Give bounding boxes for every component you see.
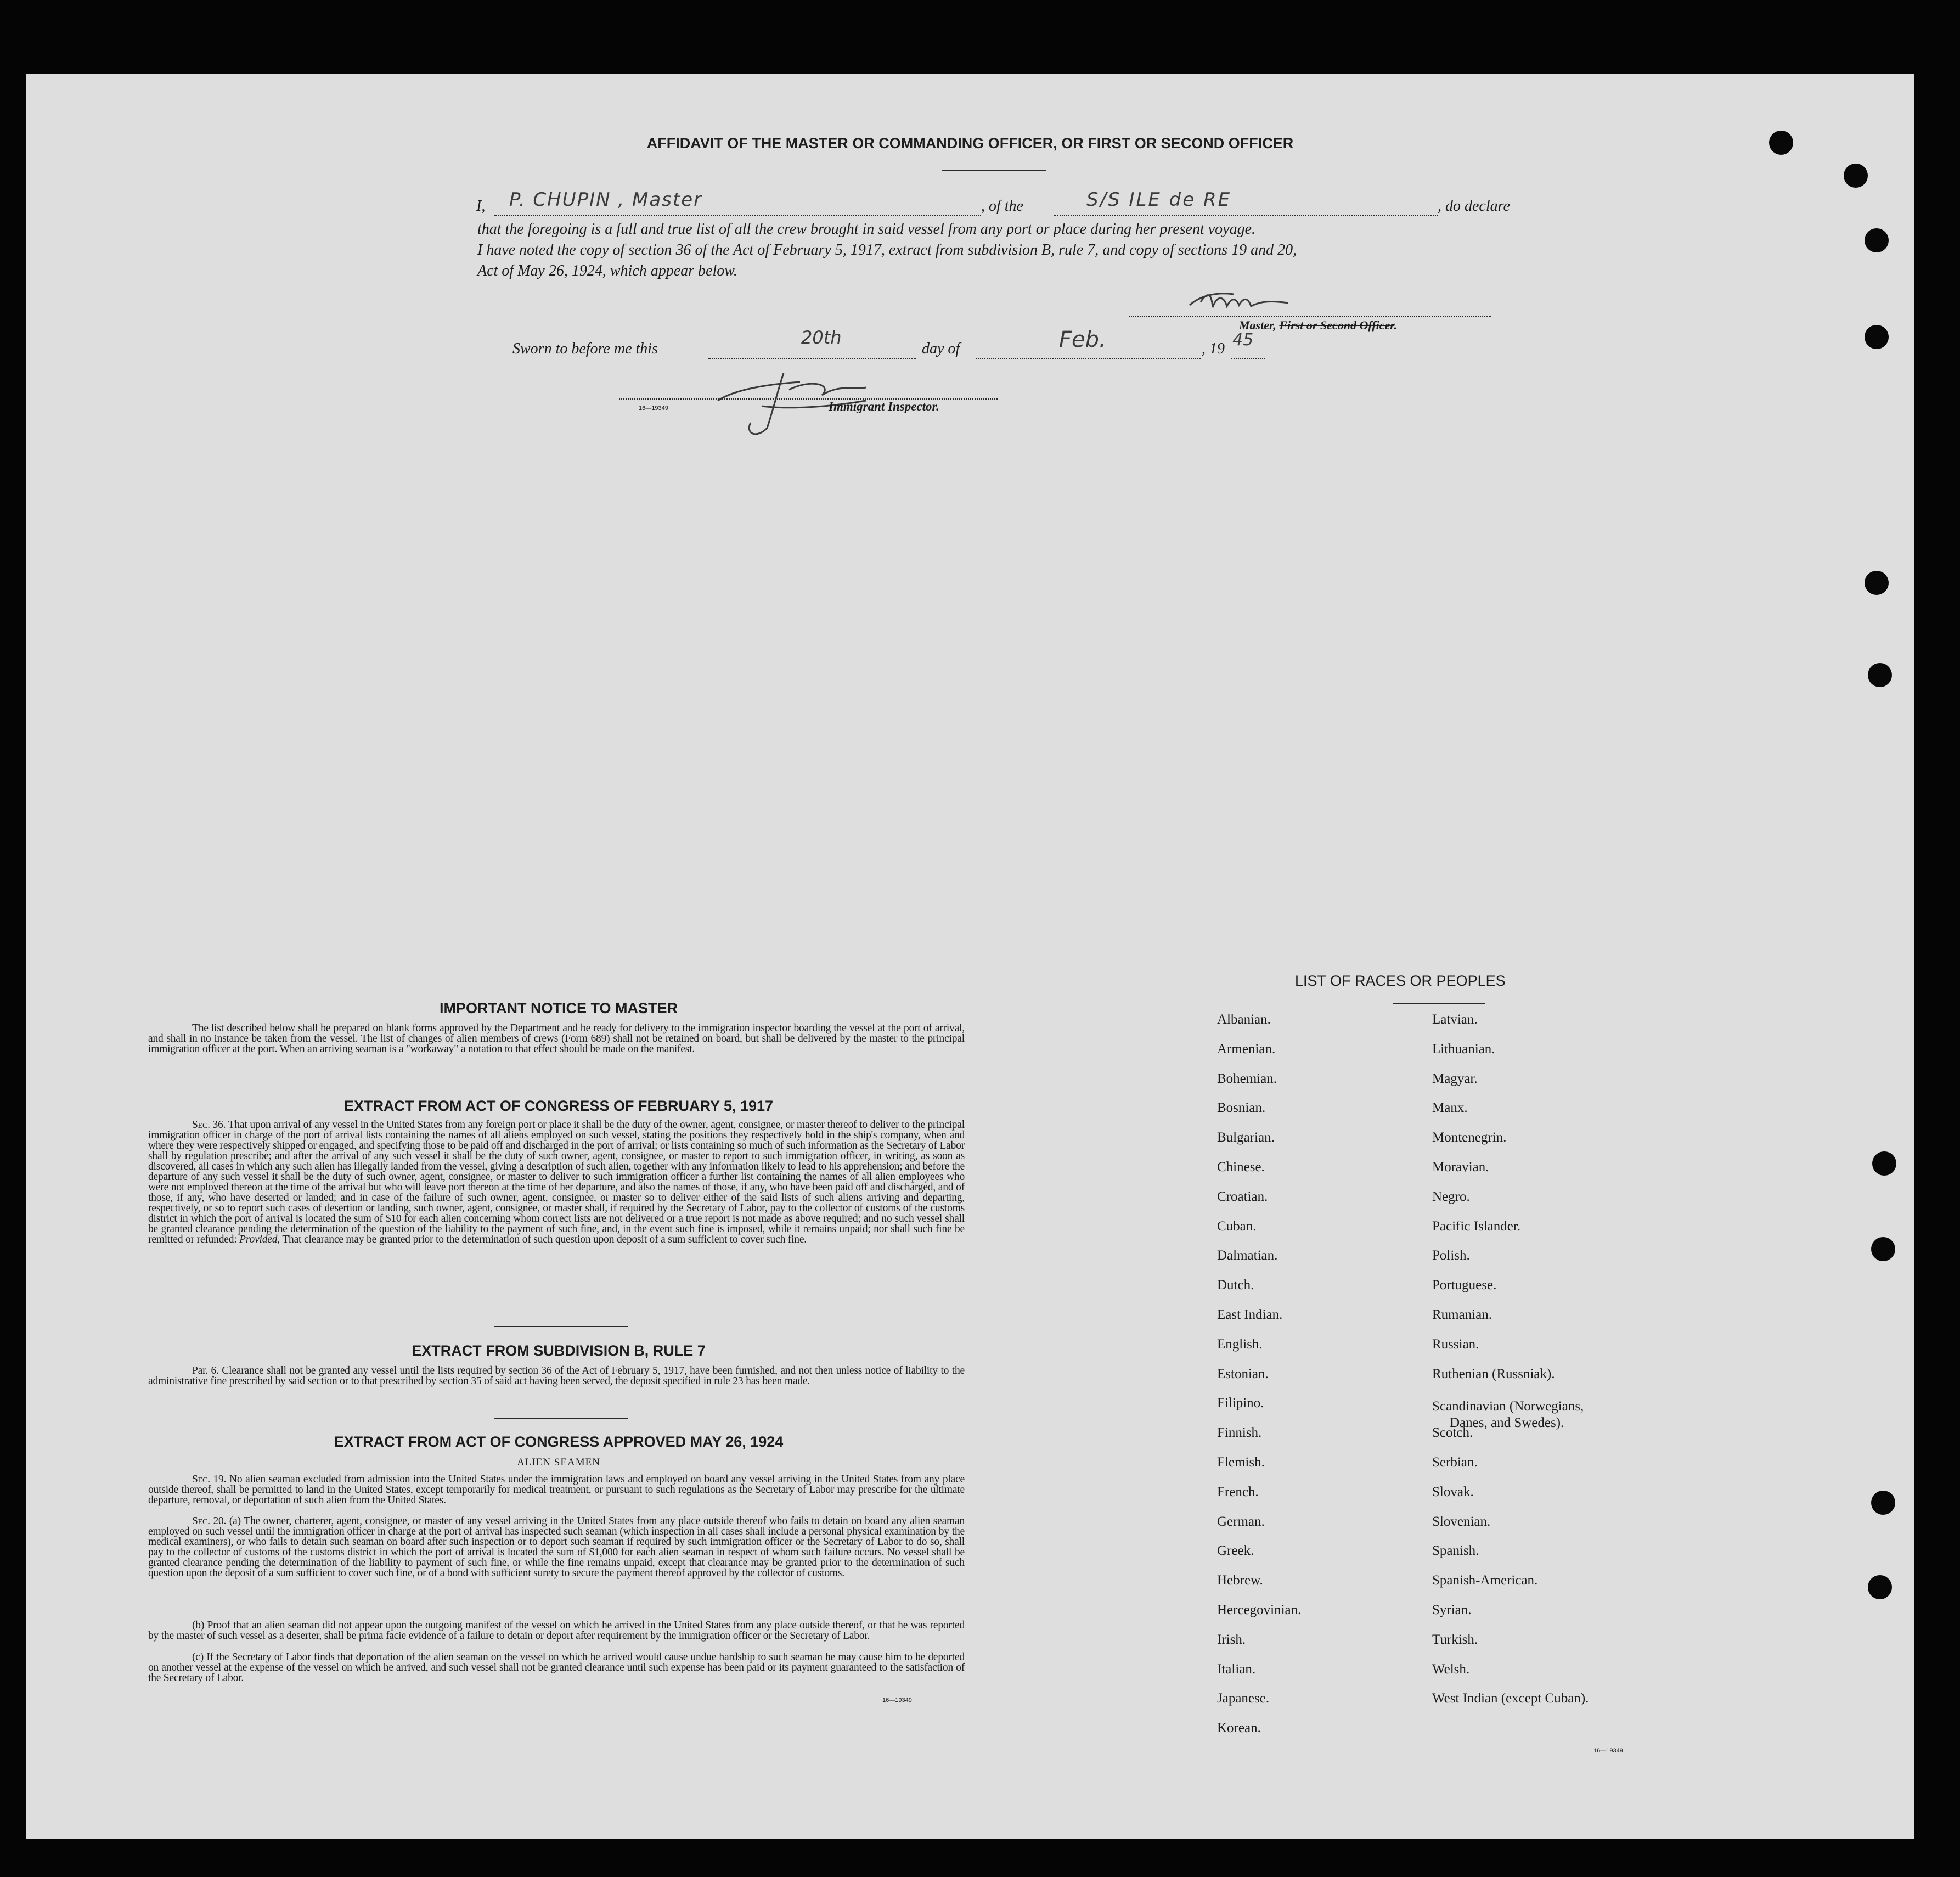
race-item: Japanese. [1217,1691,1270,1706]
extract-1917-text: Sec. 36. That upon arrival of any vessel in the United States from any foreign port or place it shall be the duty of the owner, agent, consignee, or master thereof to deliver to the principal immigration officer in charge of the port of arrival lists containing the names of all aliens employed on such vessel, stating the positions they respectively hold in the ship's company, when and where they were respectively shipped or engaged, and specifying those to be paid off and discharged in the port of arrival; or lists containing so much of such information as the Secretary of Labor shall by regulation prescribe; and after the arrival of any such vessel it shall be the duty of such owner, agent, consignee, or master to report to such immigration officer, in writing, as soon as discovered, all cases in which any such alien has illegally landed from the vessel, giving a description of such alien, together with any information likely to lead to his apprehension; and before the departure of any such vessel it shall be the duty of such owner, agent, consignee, or master to deliver to such immigration officer a further list containing the names of all alien employees who were not employed thereon at the time of the arrival but who will leave port thereon at the time of her departure, and also the names of those, if any, who have been paid off and discharged, and of those, if any, who have deserted or landed; and in case of the failure of such owner, agent, consignee, or master so to deliver either of the said lists of such aliens arriving and departing, respectively, or so to report such cases of desertion or landing, such owner, agent, consignee, or master shall, if required by the Secretary of Labor, pay to the collector of customs of the customs district in which the port of arrival is located the sum of $10 for each alien concerning whom correct lists are not delivered or a true report is not made as above required; and no such vessel shall be granted clearance pending the determination of the question of the liability to the payment of such fine, and, in the event such fine is imposed, while it remains unpaid; nor shall such fine be remitted or refunded: Provided, That clearance may be granted prior to the determination of such question upon deposit of a sum sufficient to cover such fine. [148,1119,965,1245]
inspector-caption: Immigrant Inspector. [829,400,939,413]
race-item: Negro. [1432,1189,1470,1204]
year-prefix: , 19 [1202,340,1225,357]
race-item: Scandinavian (Norwegians, [1432,1399,1584,1414]
affidavit-body-line-2: that the foregoing is a full and true list of all the crew brought in said vessel from any port or place during her present voyage. [477,221,1256,238]
race-item: Serbian. [1432,1455,1478,1470]
race-item: Pacific Islander. [1432,1218,1521,1234]
race-item: English. [1217,1336,1263,1352]
race-item: Magyar. [1432,1071,1478,1086]
race-item: Hebrew. [1217,1573,1263,1588]
binder-hole [1865,325,1889,349]
name-line [494,215,981,216]
race-item: Rumanian. [1432,1307,1492,1322]
rule7-text: Par. 6. Clearance shall not be granted any vessel until the lists required by section 36 of the Act of February 5, 1917, have been furnished, and not then unless notice of liability to the administrative fine prescribed by said section or to that prescribed by section 35 of said act having been served, the deposit specified in rule 23 has been made. [148,1365,965,1387]
race-item: Cuban. [1217,1218,1257,1234]
race-item: Bosnian. [1217,1100,1266,1116]
affidavit-body-line-3: I have noted the copy of section 36 of the Act of February 5, 1917, extract from subdivision B, rule 7, and copy of sections 19 and 20, [477,241,1297,258]
year-line [1231,358,1265,359]
race-item: Portuguese. [1432,1278,1497,1293]
races-heading: LIST OF RACES OR PEOPLES [1295,973,1506,989]
race-item: Greek. [1217,1543,1254,1559]
caption-period: . [1394,318,1398,332]
rule7-heading: EXTRACT FROM SUBDIVISION B, RULE 7 [412,1342,706,1359]
inspector-signature-line [619,398,998,400]
race-item: Manx. [1432,1100,1468,1116]
race-item: West Indian (except Cuban). [1432,1691,1589,1706]
race-item: Bohemian. [1217,1071,1277,1086]
race-item: Montenegrin. [1432,1130,1507,1145]
handwritten-year: 45 [1232,330,1254,350]
race-item: Syrian. [1432,1603,1472,1617]
race-item: Bulgarian. [1217,1130,1275,1145]
race-item: Estonian. [1217,1366,1269,1381]
race-item: Moravian. [1432,1160,1489,1174]
race-item: Flemish. [1217,1455,1265,1470]
title-divider [942,170,1046,171]
race-item: German. [1217,1514,1265,1529]
races-divider [1393,1003,1485,1004]
race-item: Slovak. [1432,1484,1474,1499]
caption-master: Master, [1239,318,1276,332]
race-item: Polish. [1432,1248,1470,1263]
binder-hole [1769,131,1793,155]
notice-text: The list described below shall be prepared on blank forms approved by the Department and be ready for delivery to the immigration inspector boarding the vessel at the port of arrival, and shall in no instance be taken from the vessel. The list of changes of alien members of crews (Form 689) shall not be retained on board, but shall be delivered by the master to the principal immigration officer at the port. When an arriving seaman is a "workaway" a notation to that effect should be made on the manifest. [148,1022,965,1055]
race-item: Croatian. [1217,1189,1268,1204]
race-item: Albanian. [1217,1012,1271,1027]
sworn-label: Sworn to before me this [512,340,658,357]
day-of-label: day of [922,340,960,357]
race-item: Irish. [1217,1632,1246,1647]
race-item: Scotch. [1432,1425,1473,1441]
master-signature [1179,279,1343,323]
race-item: Chinese. [1217,1160,1265,1174]
extract-form-number: 16—19349 [882,1697,912,1704]
handwritten-master-name: P. CHUPIN , Master [509,189,703,211]
race-item: Italian. [1217,1661,1256,1677]
handwritten-day: 20th [801,327,842,348]
affidavit-title: AFFIDAVIT OF THE MASTER OR COMMANDING OFFICER, OR FIRST OR SECOND OFFICER [646,135,1294,151]
notice-heading: IMPORTANT NOTICE TO MASTER [440,1000,678,1016]
extract-1924-heading: EXTRACT FROM ACT OF CONGRESS APPROVED MAY 26, 1924 [334,1434,784,1450]
handwritten-vessel-name: S/S ILE de RE [1086,189,1232,211]
binder-hole [1872,1151,1896,1176]
race-item: Hercegovinian. [1217,1603,1302,1617]
month-line [976,358,1201,359]
vessel-line [1054,215,1438,216]
affidavit-line1-prefix: I, [476,198,486,215]
race-item: French. [1217,1484,1259,1499]
sec19-text: Sec. 19. No alien seaman excluded from admission into the United States under the immigration laws and employed on board any vessel arriving in the United States from any place outside thereof, shall be permitted to land in the United States, except temporarily for medical treatment, or pursuant to such regulations as the Secretary of Labor may prescribe for the ultimate departure, removal, or deportation of such alien from the United States. [148,1474,965,1506]
affidavit-form-number: 16—19349 [639,405,668,412]
binder-hole [1871,1237,1895,1261]
affidavit-do-declare: , do declare [1438,198,1510,215]
document-page [26,74,1914,1839]
affidavit-body-line-4: Act of May 26, 1924, which appear below. [477,262,737,279]
race-item: Danes, and Swedes). [1450,1415,1564,1431]
binder-hole [1865,571,1889,595]
affidavit-of-the: , of the [981,198,1023,215]
race-item: Dalmatian. [1217,1248,1278,1263]
binder-hole [1865,228,1889,252]
binder-hole [1868,663,1892,687]
race-item: Lithuanian. [1432,1041,1495,1056]
races-form-number: 16—19349 [1593,1747,1623,1754]
race-item: Armenian. [1217,1041,1276,1056]
divider-1 [494,1326,628,1327]
alien-seamen-subheading: ALIEN SEAMEN [517,1457,600,1468]
race-item: East Indian. [1217,1307,1283,1322]
race-item: Finnish. [1217,1425,1262,1441]
divider-2 [494,1418,628,1419]
race-item: Welsh. [1432,1661,1470,1677]
race-item: Ruthenian (Russniak). [1432,1366,1555,1381]
race-item: Spanish. [1432,1543,1479,1559]
binder-hole [1844,164,1868,188]
caption-first-second-officer: First or Second Officer [1279,318,1394,332]
sec20c-text: (c) If the Secretary of Labor finds that deportation of the alien seaman on the vessel on which he arrived would cause undue hardship to such seaman he may cause him to be deported on another vessel at the expense of the vessel on which he arrived, and such vessel shall not be granted clearance until such expense has been paid or its payment guaranteed to the satisfaction of the Secretary of Labor. [148,1651,965,1684]
race-item: Dutch. [1217,1278,1254,1293]
sec20a-text: Sec. 20. (a) The owner, charterer, agent, consignee, or master of any vessel arriving in the United States from any place outside thereof who fails to detain on board any alien seaman employed on such vessel until the immigration officer in charge at the port of arrival has inspected such seaman (which inspection in all cases shall include a personal physical examination by the medical examiners), or who fails to detain such seaman on board after such inspection or to deport such seaman if required by such immigration officer or the Secretary of Labor to do so, shall pay to the collector of customs of the customs district in which the port of arrival is located the sum of $1,000 for each alien seaman in respect of whom such failure occurs. No vessel shall be granted clearance pending the determination of the liability to payment of such fine, or while the fine remains unpaid, except that clearance may be granted prior to the determination of such question upon the deposit of a sum sufficient to cover such fine, or of a bond with sufficient surety to secure the payment thereof approved by the collector of customs. [148,1515,965,1579]
handwritten-month: Feb. [1059,327,1106,352]
extract-1917-heading: EXTRACT FROM ACT OF CONGRESS OF FEBRUARY 5, 1917 [343,1098,774,1114]
race-item: Korean. [1217,1721,1261,1736]
binder-hole [1868,1575,1892,1599]
race-item: Turkish. [1432,1632,1478,1647]
race-item: Russian. [1432,1336,1479,1352]
sec20b-text: (b) Proof that an alien seaman did not appear upon the outgoing manifest of the vessel on which he arrived in the United States from any place outside thereof, or that he was reported by the master of such vessel as a deserter, shall be prima facie evidence of a failure to detain or deport after requirement by the immigration officer or the Secretary of Labor. [148,1620,965,1642]
binder-hole [1871,1491,1895,1515]
race-item: Slovenian. [1432,1514,1491,1529]
race-item: Filipino. [1217,1396,1264,1411]
race-item: Spanish-American. [1432,1573,1538,1588]
race-item: Latvian. [1432,1012,1478,1027]
